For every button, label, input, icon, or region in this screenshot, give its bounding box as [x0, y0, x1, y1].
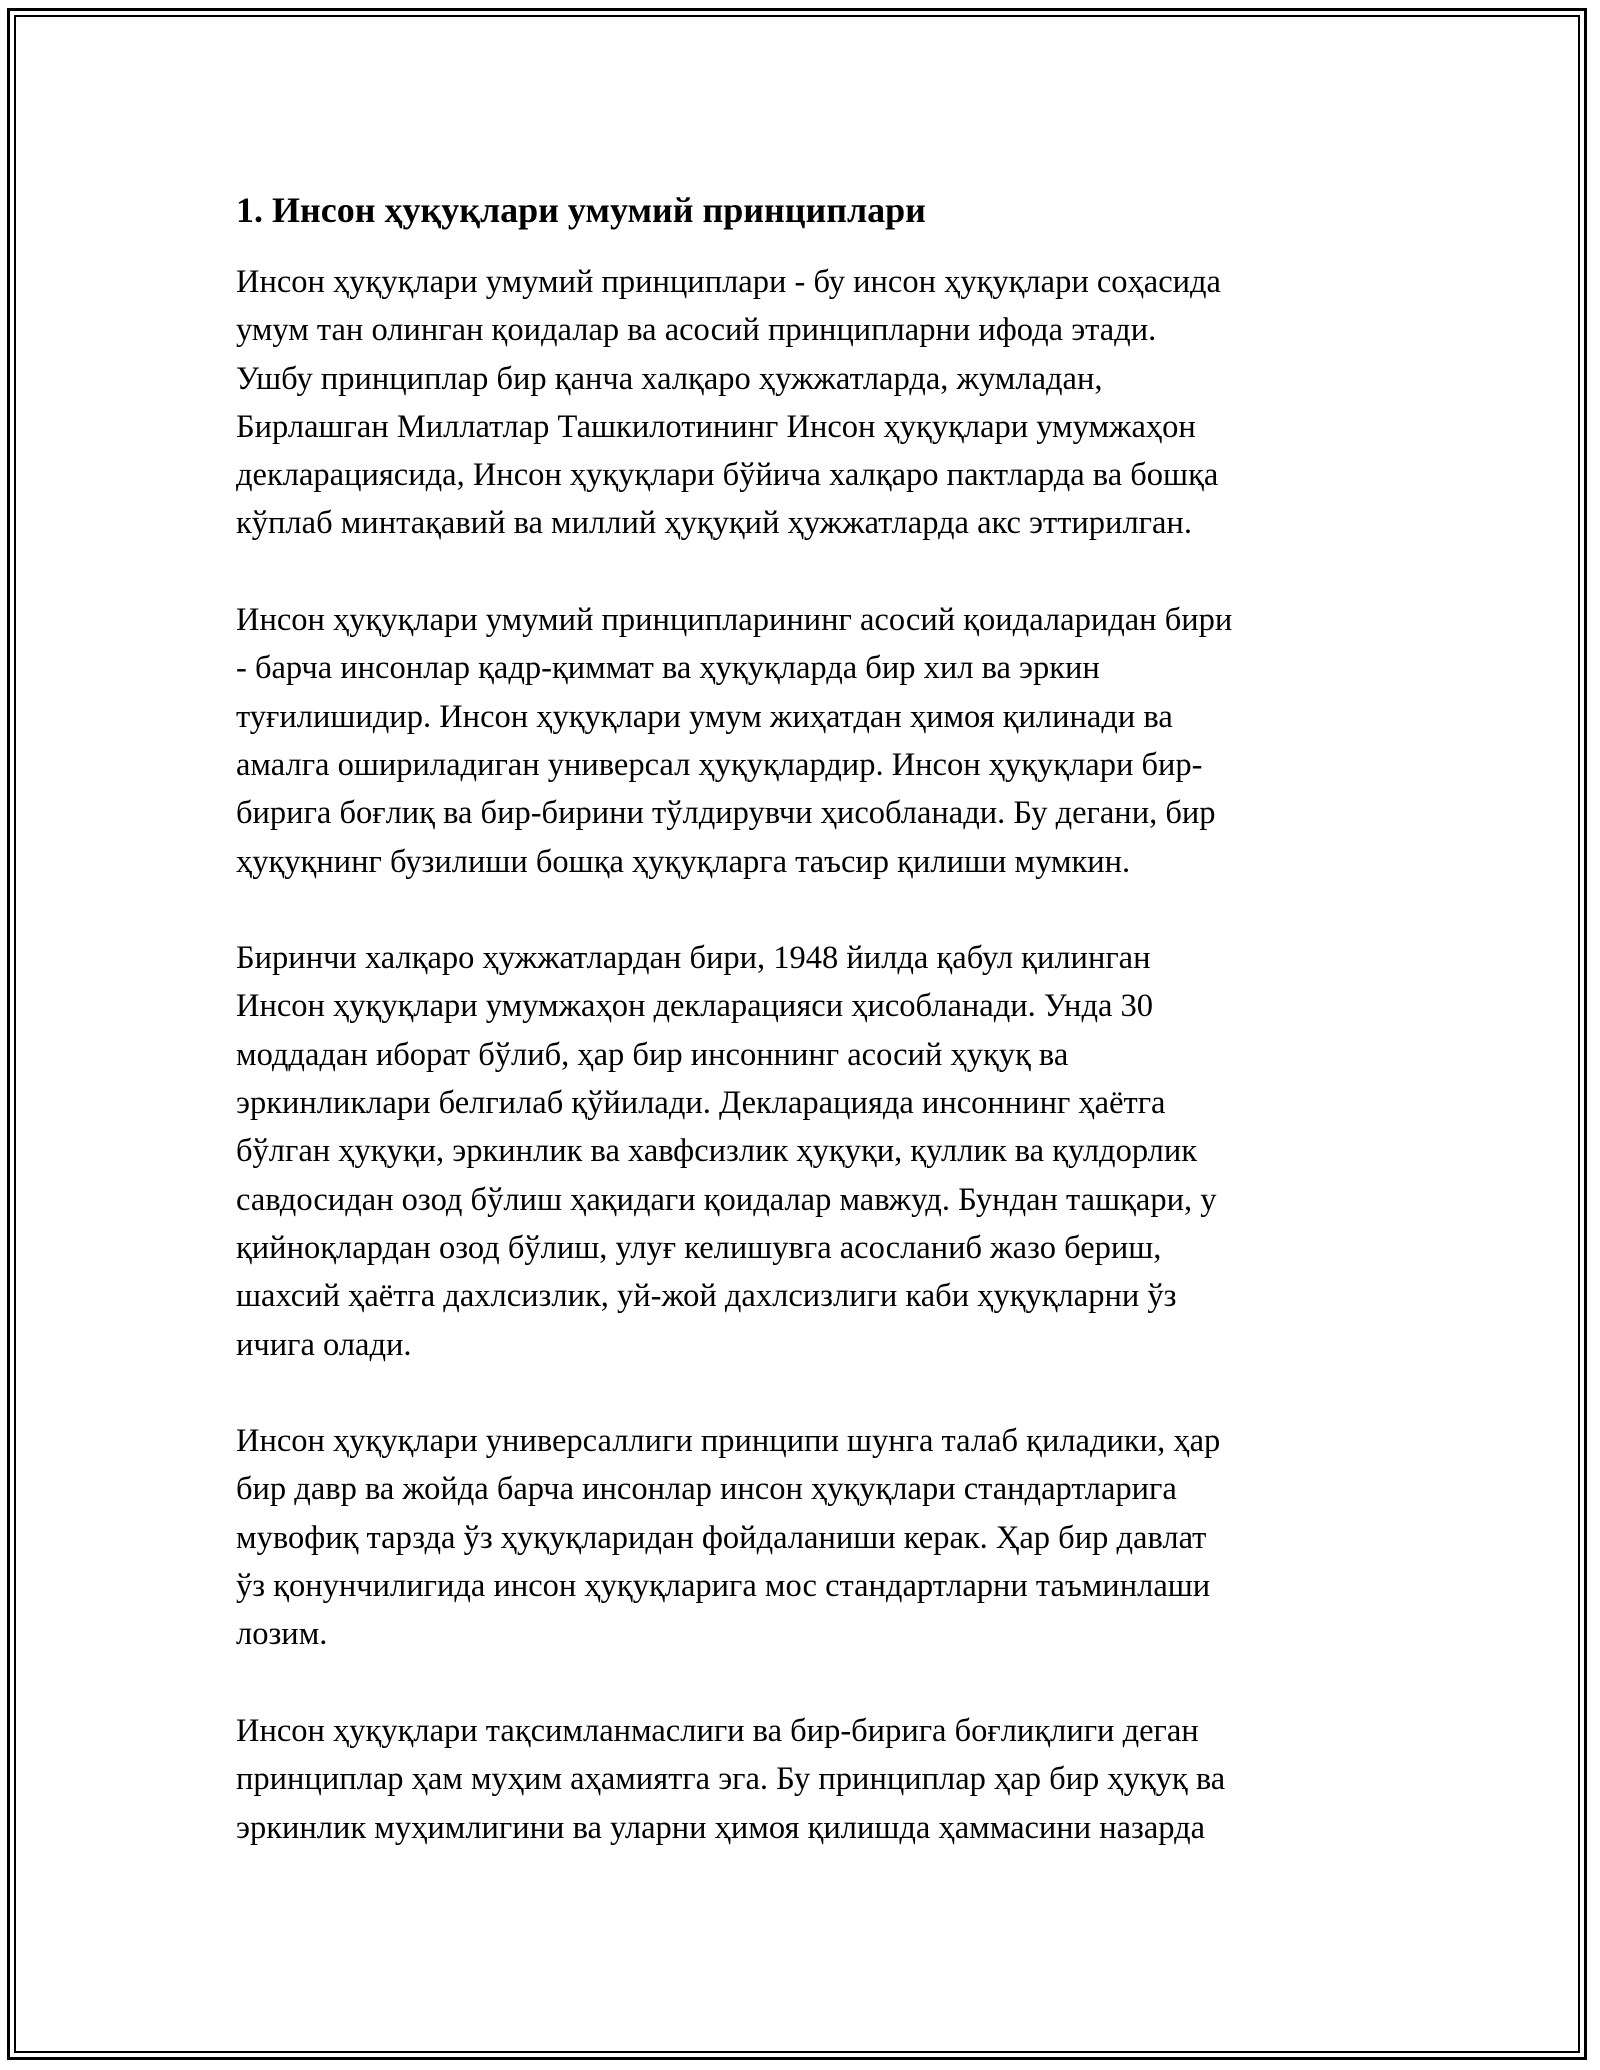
text-line: ҳуқуқнинг бузилиши бошқа ҳуқуқларга таъсир қилиши мумкин. — [236, 843, 1131, 880]
text-line: Инсон ҳуқуқлари умумжаҳон декларацияси ҳисобланади. Унда 30 — [236, 988, 1154, 1025]
text-line: Ушбу принциплар бир қанча халқаро ҳужжатларда, жумладан, — [236, 360, 1103, 397]
text-line: принциплар ҳам муҳим аҳамиятга эга. Бу принциплар ҳар бир ҳуқуқ ва — [236, 1761, 1226, 1798]
text-line: Бирлашган Миллатлар Ташкилотининг Инсон ҳуқуқлари умумжаҳон — [236, 408, 1196, 445]
text-line: савдосидан озод бўлиш ҳақидаги қоидалар мавжуд. Бундан ташқари, у — [236, 1181, 1217, 1218]
text-line: бирига боғлиқ ва бир-бирини тўлдирувчи ҳисобланади. Бу дегани, бир — [236, 795, 1216, 832]
text-line: лозим. — [236, 1616, 328, 1653]
text-line: кўплаб минтақавий ва миллий ҳуқуқий ҳужжатларда акс эттирилган. — [236, 505, 1192, 542]
text-line: Инсон ҳуқуқлари умумий принциплари - бу инсон ҳуқуқлари соҳасида — [236, 264, 1221, 300]
text-line: туғилишидир. Инсон ҳуқуқлари умум жиҳатдан ҳимоя қилинади ва — [236, 698, 1173, 735]
text-line: ўз қонунчилигида инсон ҳуқуқларига мос стандартларни таъминлаши — [236, 1568, 1211, 1605]
text-line: бўлган ҳуқуқи, эркинлик ва хавфсизлик ҳуқуқи, қуллик ва қулдорлик — [236, 1133, 1198, 1170]
paragraph-2 — [236, 596, 1376, 886]
text-line: моддадан иборат бўлиб, ҳар бир инсоннинг асосий ҳуқуқ ва — [236, 1036, 1069, 1073]
text-line: эркинликлари белгилаб қўйилади. Декларацияда инсоннинг ҳаётга — [236, 1085, 1166, 1122]
text-line: Инсон ҳуқуқлари универсаллиги принципи шунга талаб қиладики, ҳар — [236, 1423, 1221, 1460]
text-line: амалга ошириладиган универсал ҳуқуқлардир. Инсон ҳуқуқлари бир- — [236, 746, 1203, 783]
text-line: декларациясида, Инсон ҳуқуқлари бўйича халқаро пактларда ва бошқа — [236, 457, 1219, 494]
text-line: Биринчи халқаро ҳужжатлардан бири, 1948 йилда қабул қилинган — [236, 940, 1151, 977]
text-line: шахсий ҳаётга дахлсизлик, уй-жой дахлсизлиги каби ҳуқуқларни ўз — [236, 1278, 1177, 1315]
paragraph-1 — [236, 258, 1376, 548]
text-line: умум тан олинган қоидалар ва асосий принципларни ифода этади. — [236, 312, 1157, 349]
text-line: бир давр ва жойда барча инсонлар инсон ҳуқуқлари стандартларига — [236, 1471, 1177, 1508]
text-line: ичига олади. — [236, 1326, 412, 1363]
section-heading: 1. Инсон ҳуқуқлари умумий принциплари — [236, 190, 926, 230]
text-line: эркинлик муҳимлигини ва уларни ҳимоя қилишда ҳаммасини назарда — [236, 1809, 1206, 1846]
text-line: - барча инсонлар қадр-қиммат ва ҳуқуқларда бир хил ва эркин — [236, 650, 1100, 687]
paragraph-4 — [236, 1417, 1376, 1658]
text-line: Инсон ҳуқуқлари умумий принципларининг асосий қоидаларидан бири — [236, 602, 1233, 639]
text-line: Инсон ҳуқуқлари тақсимланмаслиги ва бир-бирига боғлиқлиги деган — [236, 1712, 1199, 1749]
paragraph-5 — [236, 1707, 1376, 1852]
text-line: мувофиқ тарзда ўз ҳуқуқларидан фойдаланиши керак. Ҳар бир давлат — [236, 1519, 1207, 1556]
paragraph-3 — [236, 934, 1376, 1369]
text-line: қийноқлардан озод бўлиш, улуғ келишувга асосланиб жазо бериш, — [236, 1229, 1162, 1266]
document-body — [236, 186, 1376, 1900]
